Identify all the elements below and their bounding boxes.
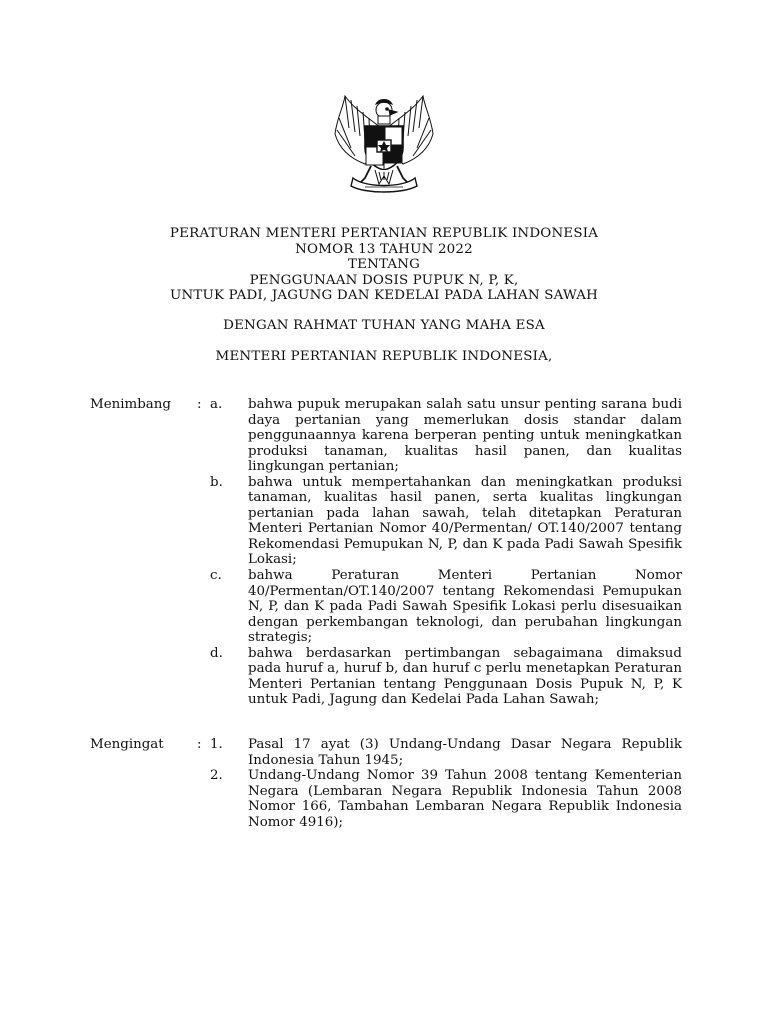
list-item — [90, 475, 682, 568]
section-colon: : — [197, 397, 202, 412]
item-text: bahwa untuk mempertahankan dan meningkatkan produksi tanaman, kualitas hasil panen, serta kualitas lingkungan pertanian pada lahan sawah, telah ditetapkan Peraturan Menteri Pertanian Nomor 40/Permentan/ OT.140/2007 tentang Rekomendasi Pemupukan N, P, dan K pada Padi Sawah Spesifik Lokasi; — [248, 474, 682, 568]
menimbang-section — [90, 397, 682, 708]
list-item — [90, 646, 682, 708]
list-item — [90, 768, 682, 830]
title-line-1: PERATURAN MENTERI PERTANIAN REPUBLIK INDONESIA — [169, 226, 599, 241]
title-line-2: NOMOR 13 TAHUN 2022 — [295, 241, 473, 257]
item-text: Pasal 17 ayat (3) Undang-Undang Dasar Negara Republik Indonesia Tahun 1945; — [248, 737, 682, 768]
garuda-pancasila-emblem — [325, 88, 443, 196]
mengingat-section — [90, 737, 682, 830]
item-marker: c. — [210, 568, 222, 584]
item-text: bahwa pupuk merupakan salah satu unsur penting sarana budi daya pertanian yang memerlukan dosis standar dalam penggunaannya karena berperan penting untuk meningkatkan produksi tanaman, kualitas hasil panen, dan kualitas lingkungan pertanian; — [248, 397, 682, 475]
section-label: Mengingat — [90, 737, 164, 752]
item-text: bahwa berdasarkan pertimbangan sebagaimana dimaksud pada huruf a, huruf b, dan huruf c perlu menetapkan Peraturan Menteri Pertanian tentang Penggunaan Dosis Pupuk N, P, K untuk Padi, Jagung dan Kedelai Pada Lahan Sawah; — [248, 645, 682, 708]
list-item — [90, 568, 682, 646]
list-item — [90, 397, 682, 475]
item-marker: 2. — [210, 768, 223, 784]
section-label: Menimbang — [90, 397, 171, 412]
title-line-5: UNTUK PADI, JAGUNG DAN KEDELAI PADA LAHAN SAWAH — [169, 288, 599, 304]
item-marker: a. — [210, 397, 223, 412]
item-text: Undang-Undang Nomor 39 Tahun 2008 tentang Kementerian Negara (Lembaran Negara Republik Indonesia Tahun 2008 Nomor 166, Tambahan Lembaran Negara Republik Indonesia Nomor 4916); — [248, 768, 682, 830]
item-text: bahwa Peraturan Menteri Pertanian Nomor 40/Permentan/OT.140/2007 tentang Rekomendasi Pemupukan N, P, dan K pada Padi Sawah Spesifik Lokasi perlu disesuaikan dengan perkembangan teknologi, dan perubahan lingkungan strategis; — [248, 568, 682, 646]
item-marker: 1. — [210, 737, 223, 752]
title-line-3: TENTANG — [347, 257, 421, 273]
regulation-title — [0, 226, 768, 304]
list-item — [90, 737, 682, 768]
item-marker: d. — [210, 645, 223, 661]
item-marker: b. — [210, 474, 223, 490]
invocation: DENGAN RAHMAT TUHAN YANG MAHA ESA — [223, 318, 545, 333]
section-colon: : — [197, 737, 202, 752]
issuing-authority: MENTERI PERTANIAN REPUBLIK INDONESIA, — [215, 349, 553, 364]
title-line-4: PENGGUNAAN DOSIS PUPUK N, P, K, — [249, 272, 519, 288]
